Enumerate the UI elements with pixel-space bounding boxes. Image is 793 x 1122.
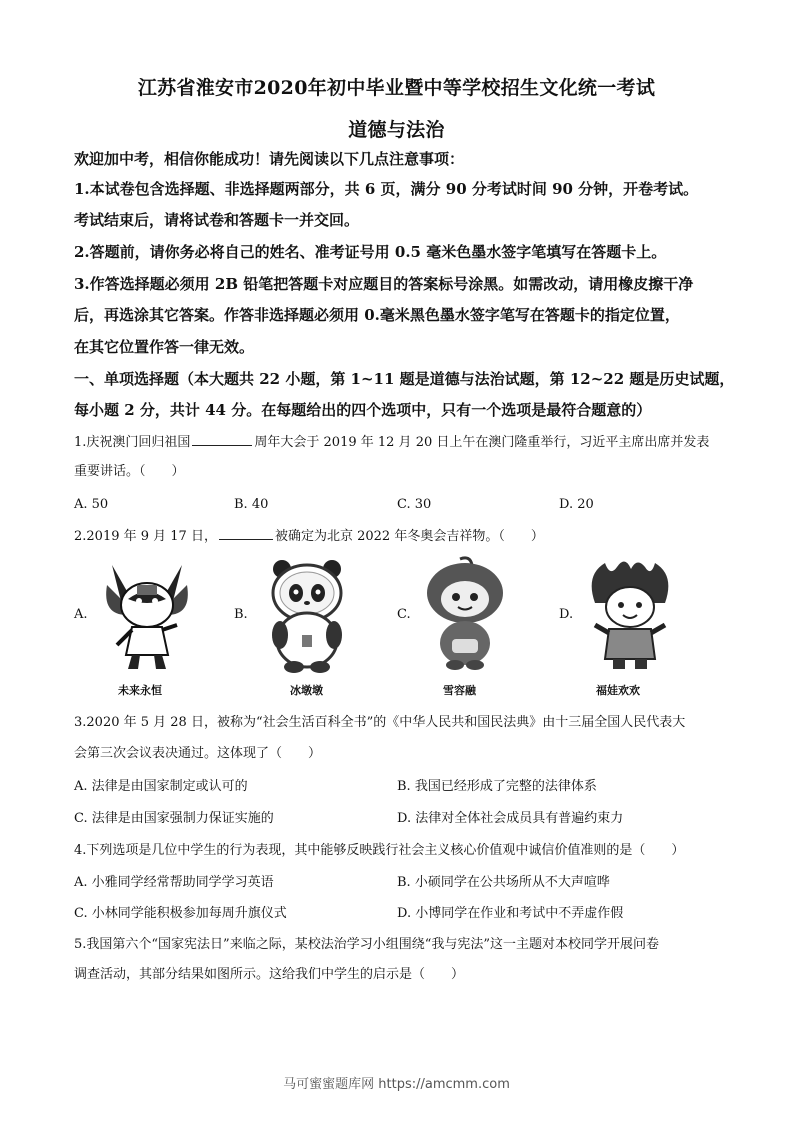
question-4-option-a: A. 小雅同学经常帮助同学学习英语 [74,875,274,890]
question-1-option-b: B. 40 [234,497,269,512]
question-2-option-c: C. [397,607,411,622]
question-4-option-c: C. 小林同学能积极参加每周升旗仪式 [74,906,287,921]
mascot-image-bing-dwen-dwen [252,555,362,675]
question-1-line-2: 重要讲话。（ ） [74,464,185,479]
mascot-label-a: 未来永恒 [118,684,162,697]
question-1-option-a: A. 50 [74,497,109,512]
section-1-heading-line-1: 一、单项选择题（本大题共 22 小题，第 1~11 题是道德与法治试题，第 12~22 题是历史试题， [74,370,735,388]
question-5-line-1: 5.我国第六个“国家宪法日”来临之际，某校法治学习小组围绕“我与宪法”这一主题对本校同学开展问卷 [74,937,659,952]
question-3-line-1: 3.2020 年 5 月 28 日，被称为“社会生活百科全书”的《中华人民共和国民法典》由十三届全国人民代表大 [74,715,686,730]
question-1-line-1 [74,435,734,449]
question-3-option-a: A. 法律是由国家制定或认可的 [74,779,248,794]
notice-item-3-line-1: 3.作答选择题必须用 2B 铅笔把答题卡对应题目的答案标号涂黑。如需改动，请用橡皮擦干净 [74,275,694,293]
section-1-heading-line-2: 每小题 2 分，共计 44 分。在每题给出的四个选项中，只有一个选项是最符合题意的） [74,401,652,419]
question-4-line-1: 4.下列选项是几位中学生的行为表现，其中能够反映践行社会主义核心价值观中诚信价值准则的是（ ） [74,843,685,858]
mascot-miraitowa-drawing [92,555,202,675]
question-2-text-pre: 2.2019 年 9 月 17 日， [74,529,217,544]
mascot-image-miraitowa [92,555,202,675]
mascot-shuey-rhon-rhon-drawing [410,555,520,675]
question-3-option-d: D. 法律对全体社会成员具有普遍约束力 [397,811,624,826]
exam-title: 江苏省淮安市2020年初中毕业暨中等学校招生文化统一考试 [137,77,656,99]
mascot-image-shuey-rhon-rhon [410,555,520,675]
question-3-option-b: B. 我国已经形成了完整的法律体系 [397,779,597,794]
answer-blank [219,529,273,540]
question-4-option-b: B. 小硕同学在公共场所从不大声喧哗 [397,875,610,890]
question-2-option-a: A. [74,607,88,622]
notice-intro: 欢迎加中考，相信你能成功！请先阅读以下几点注意事项： [74,150,465,168]
mascot-huanhuan-drawing [575,555,685,675]
question-1-option-d: D. 20 [559,497,594,512]
mascot-label-c: 雪容融 [443,684,476,697]
question-2-text-post: 被确定为北京 2022 年冬奥会吉祥物。（ ） [274,529,544,544]
question-4-option-d: D. 小博同学在作业和考试中不弄虚作假 [397,906,624,921]
question-1-option-c: C. 30 [397,497,432,512]
mascot-label-b: 冰墩墩 [290,684,323,697]
notice-item-2: 2.答题前，请你务必将自己的姓名、准考证号用 0.5 毫米色墨水签字笔填写在答题卡上。 [74,243,667,261]
notice-item-3-line-2: 后，再选涂其它答案。作答非选择题必须用 0.毫米黑色墨水签字笔写在答题卡的指定位置， [74,306,680,324]
question-5-line-2: 调查活动，其部分结果如图所示。这给我们中学生的启示是（ ） [74,967,465,982]
footer-watermark: 马可蜜蜜题库网 https://amcmm.com [283,1077,510,1092]
answer-blank [192,435,252,446]
notice-item-1-line-1: 1.本试卷包含选择题、非选择题两部分，共 6 页，满分 90 分考试时间 90 分钟，开卷考试。 [74,180,699,198]
mascot-bing-dwen-dwen-drawing [252,555,362,675]
question-2-option-b: B. [234,607,248,622]
question-3-option-c: C. 法律是由国家强制力保证实施的 [74,811,274,826]
question-1-text-post: 周年大会于 2019 年 12 月 20 日上午在澳门隆重举行，习近平主席出席并发表 [254,435,710,450]
question-2-option-d: D. [559,607,574,622]
question-1-text-pre: 1.庆祝澳门回归祖国 [74,435,191,450]
notice-item-3-line-3: 在其它位置作答一律无效。 [74,338,255,356]
subject-title: 道德与法治 [348,119,445,141]
question-3-line-2: 会第三次会议表决通过。这体现了（ ） [74,746,322,761]
question-2-line-1 [74,529,734,543]
mascot-label-d: 福娃欢欢 [596,684,640,697]
notice-item-1-line-2: 考试结束后，请将试卷和答题卡一并交回。 [74,211,360,229]
mascot-image-huanhuan [575,555,685,675]
